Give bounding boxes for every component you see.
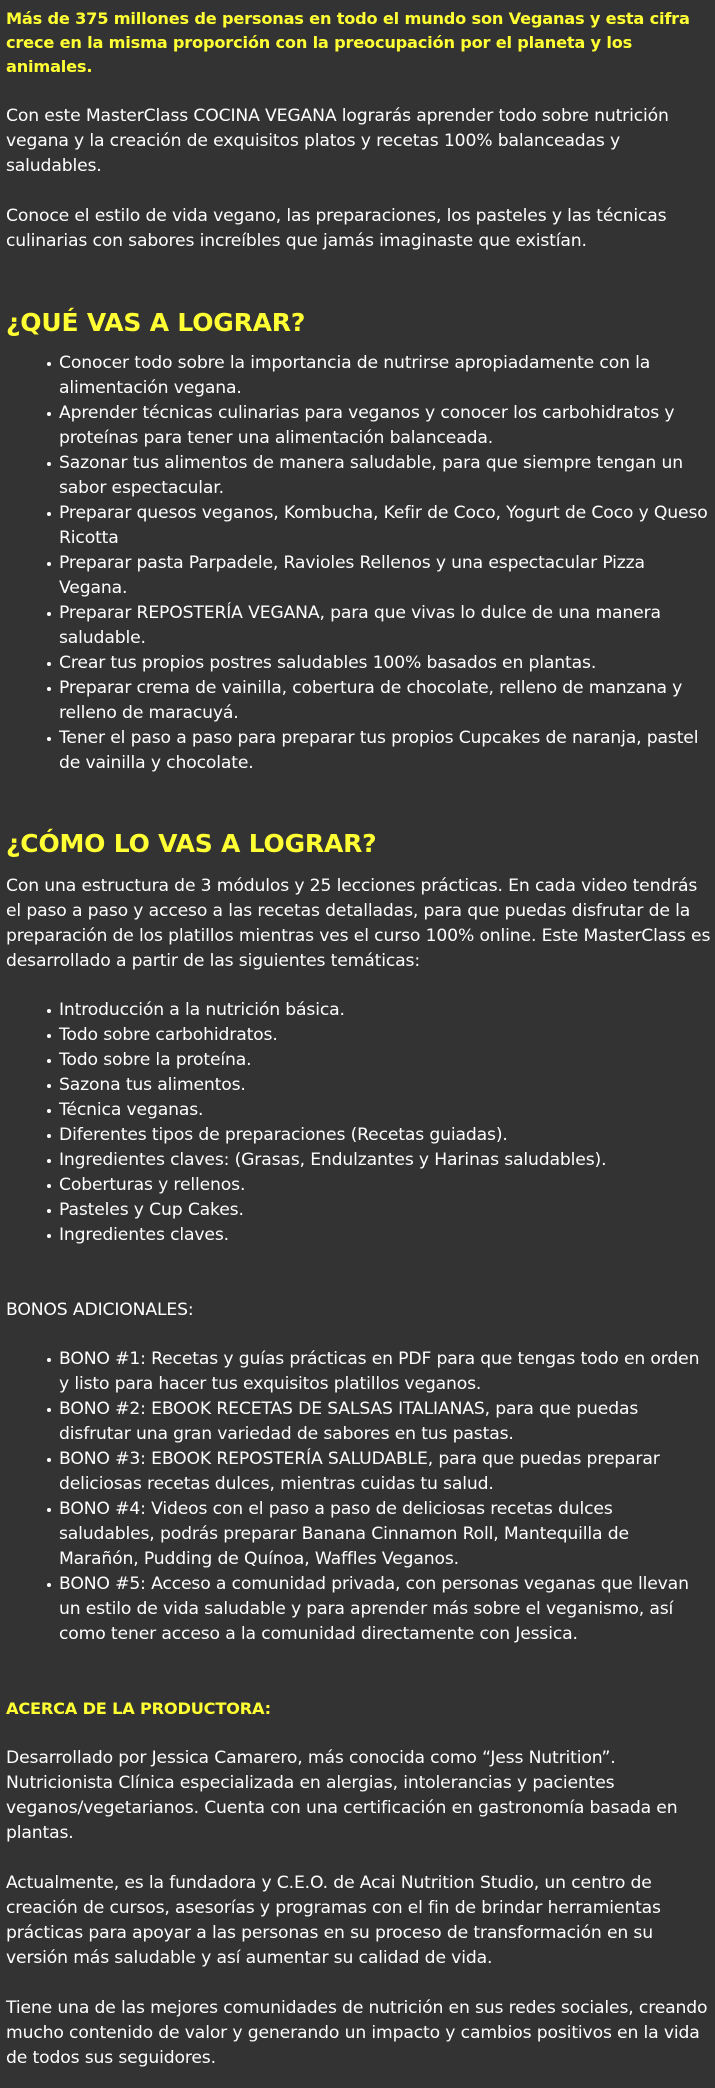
list-item: Preparar REPOSTERÍA VEGANA, para que vivas lo dulce de una manera saludable. [59,601,712,651]
producer-paragraph: Tiene una de las mejores comunidades de nutrición en sus redes sociales, creando mucho contenido de valor y generando un impacto y cambios positivos en la vida de todos sus seguidores. [6,1998,708,2068]
list-item: Todo sobre carbohidratos. [59,1023,712,1048]
list-item: Aprender técnicas culinarias para veganos y conocer los carbohidratos y proteínas para tener una alimentación balanceada. [59,401,712,451]
list-item: Diferentes tipos de preparaciones (Recetas guiadas). [59,1123,712,1148]
list-item: Todo sobre la proteína. [59,1048,712,1073]
bonus-list [6,1347,712,1647]
list-item: Sazona tus alimentos. [59,1073,712,1098]
course-description-content [6,7,712,2071]
list-item: BONO #4: Videos con el paso a paso de deliciosas recetas dulces saludables, podrás preparar Banana Cinnamon Roll, Mantequilla de Marañón, Pudding de Quínoa, Waffles Veganos. [59,1497,712,1572]
list-item: Ingredientes claves: (Grasas, Endulzantes y Harinas saludables). [59,1148,712,1173]
list-item: Crear tus propios postres saludables 100% basados en plantas. [59,651,712,676]
intro-highlight: Más de 375 millones de personas en todo el mundo son Veganas y esta cifra crece en la misma proporción con la preocupación por el planeta y los animales. [6,9,690,76]
list-item: BONO #2: EBOOK RECETAS DE SALSAS ITALIANAS, para que puedas disfrutar una gran variedad de sabores en tus pastas. [59,1397,712,1447]
section-heading-que-vas-a-lograr: ¿QUÉ VAS A LOGRAR? [6,308,306,337]
method-paragraph: Con una estructura de 3 módulos y 25 lecciones prácticas. En cada video tendrás el paso a paso y acceso a las recetas detalladas, para que puedas disfrutar de la preparación de los platillos mientras ves el curso 100% online. Este MasterClass es desarrollado a partir de las siguientes temáticas: [6,876,711,971]
intro-paragraph: Con este MasterClass COCINA VEGANA lograrás aprender todo sobre nutrición vegana y la creación de exquisitos platos y recetas 100% balanceadas y saludables. [6,106,669,176]
list-item: BONO #5: Acceso a comunidad privada, con personas veganas que llevan un estilo de vida saludable y para aprender más sobre el veganismo, así como tener acceso a la comunidad directamente con Jessica. [59,1572,712,1647]
bonus-label: BONOS ADICIONALES: [6,1300,194,1320]
list-item: Coberturas y rellenos. [59,1173,712,1198]
topics-list [6,998,712,1248]
list-item: BONO #1: Recetas y guías prácticas en PDF para que tengas todo en orden y listo para hacer tus exquisitos platillos veganos. [59,1347,712,1397]
list-item: Tener el paso a paso para preparar tus propios Cupcakes de naranja, pastel de vainilla y chocolate. [59,726,712,776]
list-item: Ingredientes claves. [59,1223,712,1248]
list-item: Técnica veganas. [59,1098,712,1123]
producer-paragraph: Desarrollado por Jessica Camarero, más conocida como “Jess Nutrition”. Nutricionista Clínica especializada en alergias, intolerancias y pacientes veganos/vegetarianos. Cuenta con una certificación en gastronomía basada en plantas. [6,1748,678,1843]
list-item: Preparar pasta Parpadele, Ravioles Rellenos y una espectacular Pizza Vegana. [59,551,712,601]
list-item: Sazonar tus alimentos de manera saludable, para que siempre tengan un sabor espectacular. [59,451,712,501]
goals-list [6,351,712,776]
list-item: Preparar quesos veganos, Kombucha, Kefir de Coco, Yogurt de Coco y Queso Ricotta [59,501,712,551]
producer-paragraph: Actualmente, es la fundadora y C.E.O. de Acai Nutrition Studio, un centro de creación de cursos, asesorías y programas con el fin de brindar herramientas prácticas para apoyar a las personas en su proceso de transformación en su versión más saludable y así aumentar su calidad de vida. [6,1873,661,1968]
list-item: BONO #3: EBOOK REPOSTERÍA SALUDABLE, para que puedas preparar deliciosas recetas dulces, mientras cuidas tu salud. [59,1447,712,1497]
intro-paragraph: Conoce el estilo de vida vegano, las preparaciones, los pasteles y las técnicas culinarias con sabores increíbles que jamás imaginaste que existían. [6,206,667,251]
section-heading-productora: ACERCA DE LA PRODUCTORA: [6,1699,271,1718]
list-item: Conocer todo sobre la importancia de nutrirse apropiadamente con la alimentación vegana. [59,351,712,401]
list-item: Introducción a la nutrición básica. [59,998,712,1023]
section-heading-como-lo-vas-a-lograr: ¿CÓMO LO VAS A LOGRAR? [6,829,377,858]
list-item: Preparar crema de vainilla, cobertura de chocolate, relleno de manzana y relleno de maracuyá. [59,676,712,726]
list-item: Pasteles y Cup Cakes. [59,1198,712,1223]
